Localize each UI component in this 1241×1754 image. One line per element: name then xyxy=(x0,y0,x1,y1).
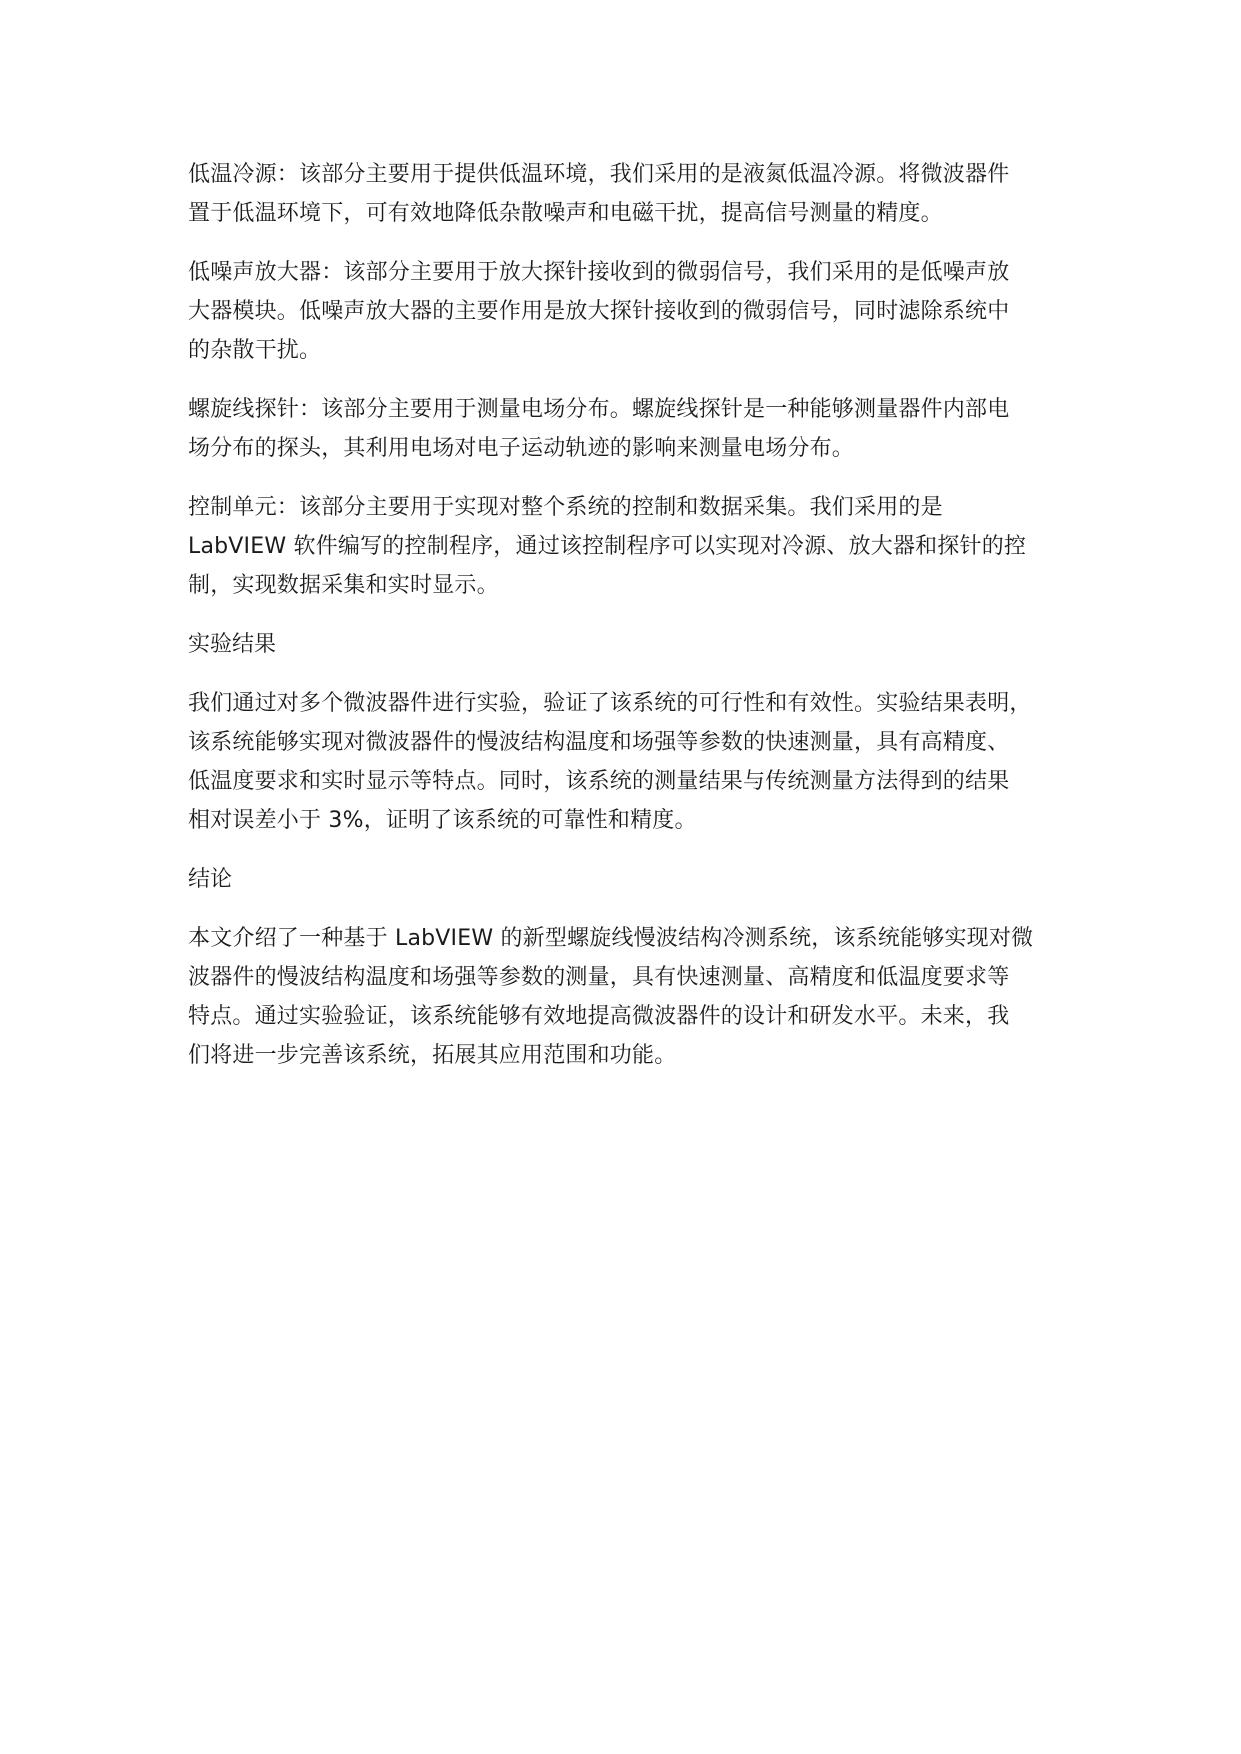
section-heading-results: 实验结果 xyxy=(188,632,277,657)
text-line: 场分布的探头，其利用电场对电子运动轨迹的影响来测量电场分布。 xyxy=(188,436,855,461)
text-line: 该系统能够实现对微波器件的慢波结构温度和场强等参数的快速测量，具有高精度、 xyxy=(188,730,1010,755)
paragraph-control-unit xyxy=(188,488,1088,605)
text-line: 的杂散干扰。 xyxy=(188,338,322,363)
text-line: 相对误差小于 3%，证明了该系统的可靠性和精度。 xyxy=(188,808,697,833)
text-line: 螺旋线探针：该部分主要用于测量电场分布。螺旋线探针是一种能够测量器件内部电 xyxy=(188,397,1010,422)
text-line: 低噪声放大器：该部分主要用于放大探针接收到的微弱信号，我们采用的是低噪声放 xyxy=(188,260,1010,285)
text-line: 控制单元：该部分主要用于实现对整个系统的控制和数据采集。我们采用的是 xyxy=(188,495,943,520)
text-line: 大器模块。低噪声放大器的主要作用是放大探针接收到的微弱信号，同时滤除系统中 xyxy=(188,299,1010,324)
text-line: 低温冷源：该部分主要用于提供低温环境，我们采用的是液氮低温冷源。将微波器件 xyxy=(188,162,1010,187)
section-heading-conclusion: 结论 xyxy=(188,867,233,892)
document-body xyxy=(188,155,1088,1075)
paragraph-results xyxy=(188,684,1088,840)
paragraph-helix-probe xyxy=(188,390,1088,468)
text-line: 我们通过对多个微波器件进行实验，验证了该系统的可行性和有效性。实验结果表明， xyxy=(188,691,1032,716)
paragraph-conclusion xyxy=(188,919,1088,1075)
text-line: 制，实现数据采集和实时显示。 xyxy=(188,573,499,598)
paragraph-low-noise-amplifier xyxy=(188,253,1088,370)
paragraph-cold-source xyxy=(188,155,1088,233)
text-line: 们将进一步完善该系统，拓展其应用范围和功能。 xyxy=(188,1043,677,1068)
text-line: 置于低温环境下，可有效地降低杂散噪声和电磁干扰，提高信号测量的精度。 xyxy=(188,201,943,226)
text-line: 特点。通过实验验证，该系统能够有效地提高微波器件的设计和研发水平。未来，我 xyxy=(188,1004,1010,1029)
text-line: 波器件的慢波结构温度和场强等参数的测量，具有快速测量、高精度和低温度要求等 xyxy=(188,965,1010,990)
text-line: 低温度要求和实时显示等特点。同时，该系统的测量结果与传统测量方法得到的结果 xyxy=(188,769,1010,794)
text-line: LabVIEW 软件编写的控制程序，通过该控制程序可以实现对冷源、放大器和探针的控 xyxy=(188,534,1027,559)
text-line: 本文介绍了一种基于 LabVIEW 的新型螺旋线慢波结构冷测系统，该系统能够实现对微 xyxy=(188,926,1034,951)
